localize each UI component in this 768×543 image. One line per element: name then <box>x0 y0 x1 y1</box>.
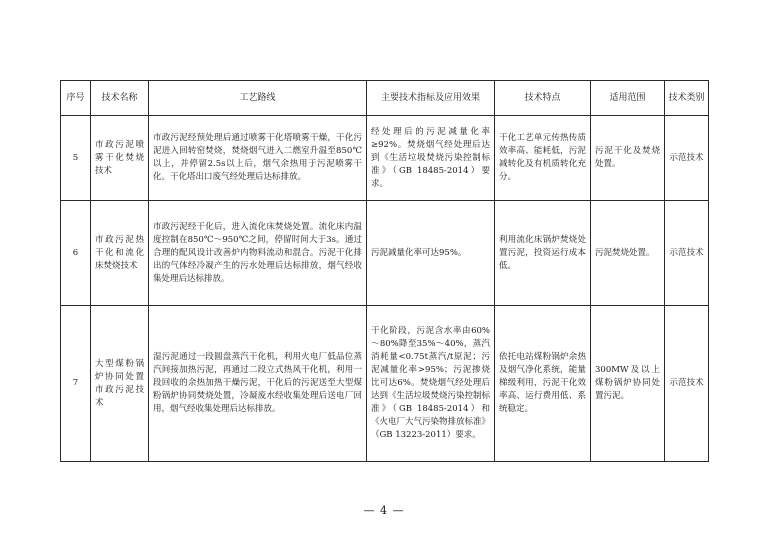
header-name: 技术名称 <box>91 81 149 116</box>
row-name: 市政污泥热干化和流化床焚烧技术 <box>91 201 149 306</box>
row-route: 市政污泥经预处理后通过喷雾干化塔喷雾干燥，干化污泥进入回转窑焚烧，焚烧烟气进入二燃室升温至850℃以上，并停留2.5s以上后，烟气余热用于污泥喷雾干化。干化塔出口废气经处理后达标排放。 <box>149 116 367 201</box>
row-name: 大型煤粉锅炉协同处置市政污泥技术 <box>91 306 149 462</box>
row-scope: 污泥焚烧处置。 <box>591 201 665 306</box>
row-features: 利用流化床锅炉焚烧处置污泥，投资运行成本低。 <box>495 201 591 306</box>
page-number: — 4 — <box>363 504 405 517</box>
row-features: 干化工艺单元传热传质效率高、能耗低，污泥减转化及有机质转化充分。 <box>495 116 591 201</box>
header-route: 工艺路线 <box>149 81 367 116</box>
row-category: 示范技术 <box>665 201 709 306</box>
row-metrics: 经处理后的污泥减量化率≥92%。焚烧烟气经处理后达到《生活垃圾焚烧污染控制标准》（GB 18485-2014）要求。 <box>367 116 495 201</box>
header-no: 序号 <box>61 81 91 116</box>
row-no: 6 <box>61 201 91 306</box>
row-metrics: 污泥减量化率可达95%。 <box>367 201 495 306</box>
row-metrics: 干化阶段，污泥含水率由60%～80%降至35%～40%，蒸汽消耗量<0.75t蒸汽/t原泥；污泥减量化率>95%；污泥掺烧比可达6%。焚烧烟气经处理后达到《生活垃圾焚烧污染控制标准》（GB 18485-2014）和《火电厂大气污染物排放标准》（GB 13223-2011）要求。 <box>367 306 495 462</box>
row-name: 市政污泥喷雾干化焚烧技术 <box>91 116 149 201</box>
header-scope: 适用范围 <box>591 81 665 116</box>
row-category: 示范技术 <box>665 116 709 201</box>
row-category: 示范技术 <box>665 306 709 462</box>
header-metrics: 主要技术指标及应用效果 <box>367 81 495 116</box>
technology-table <box>60 80 709 462</box>
row-no: 7 <box>61 306 91 462</box>
row-no: 5 <box>61 116 91 201</box>
header-features: 技术特点 <box>495 81 591 116</box>
table-row <box>61 116 709 201</box>
table-row <box>61 306 709 462</box>
table-header-row <box>61 81 709 116</box>
row-route: 湿污泥通过一段圆盘蒸汽干化机，利用火电厂低品位蒸汽间接加热污泥，再通过二段立式热风干化机，利用一段回收的余热加热干燥污泥，干化后的污泥送至大型煤粉锅炉协同焚烧处置，冷凝废水经收集处理后送电厂回用，烟气经收集处理后达标排放。 <box>149 306 367 462</box>
row-scope: 污泥干化及焚烧处置。 <box>591 116 665 201</box>
header-category: 技术类别 <box>665 81 709 116</box>
row-route: 市政污泥经干化后，进入流化床焚烧处置。流化床内温度控制在850℃～950℃之间，停留时间大于3s。通过合理的配风设计改善炉内物料流动和混合。污泥干化排出的气体经冷凝产生的污水处理后达标排放，烟气经收集处理后达标排放。 <box>149 201 367 306</box>
row-features: 依托电站煤粉锅炉余热及烟气净化系统，能量梯级利用，污泥干化效率高、运行费用低、系统稳定。 <box>495 306 591 462</box>
table-row <box>61 201 709 306</box>
row-scope: 300MW及以上煤粉锅炉协同处置污泥。 <box>591 306 665 462</box>
